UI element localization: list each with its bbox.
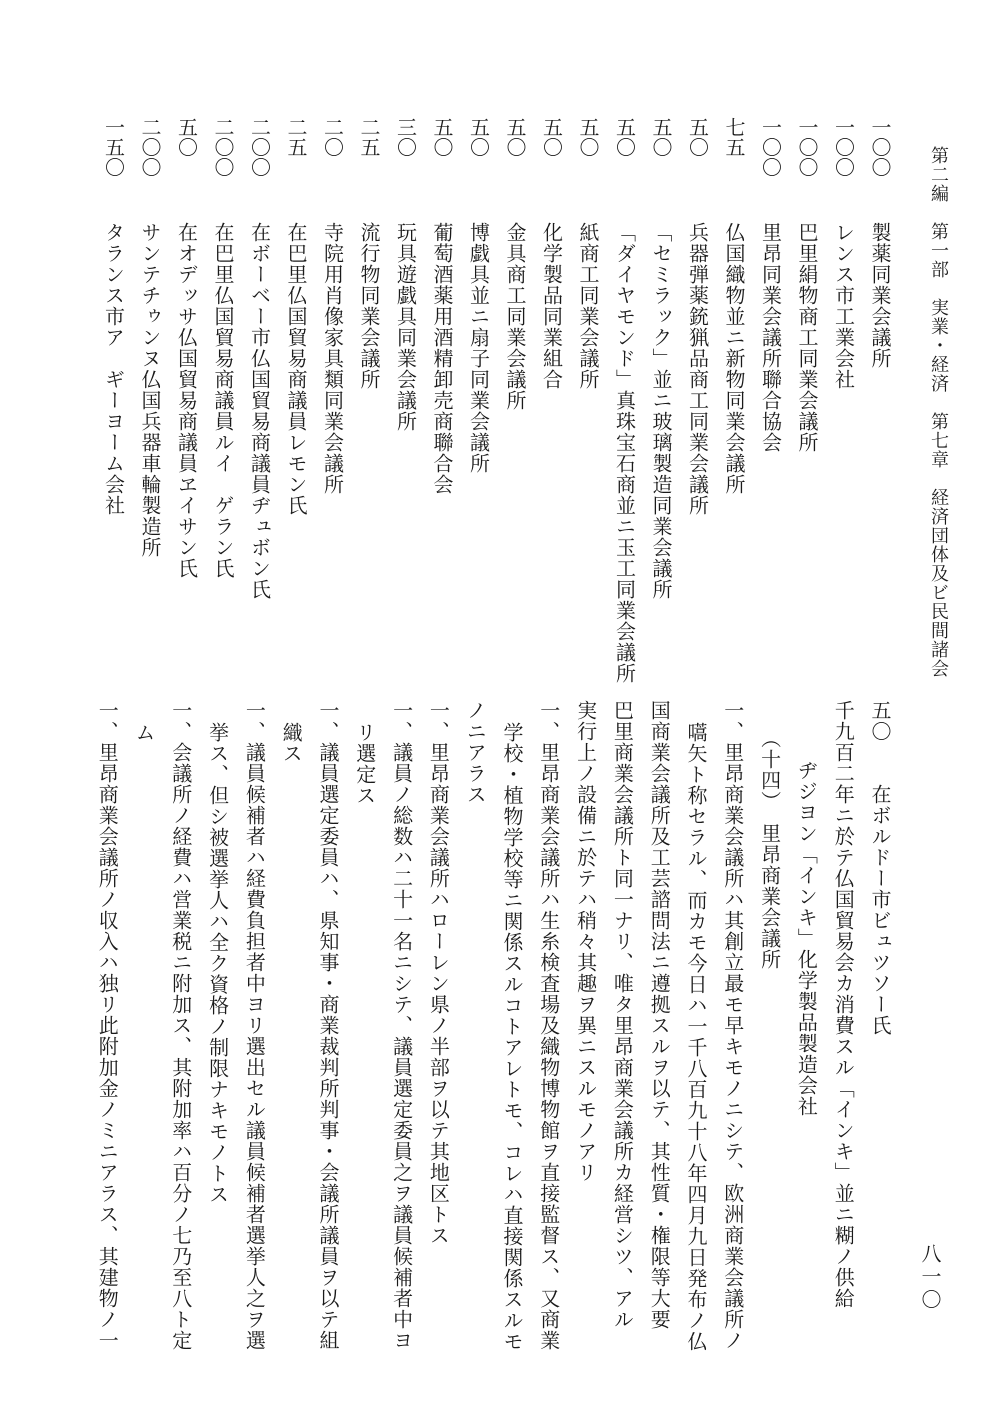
page-header: 第二編 第一部 実業・経済 第七章 経済団体及ビ民間諸会 [928,146,949,678]
entry-line: 五〇 在ボルドー市ビュツソー氏 [868,700,892,1036]
list-name: 製薬同業会議所 [868,222,892,369]
body-line: 挙ス、但シ被選挙人ハ全ク資格ノ制限ナキモノトス [205,722,230,1205]
list-name: 金具商工同業会議所 [503,222,527,411]
list-name: 里昂同業会議所聯合協会 [758,222,783,453]
list-amount: 五〇 [174,117,199,157]
body-line: 嚆矢ト称セラル、而カモ今日ハ一千八百九十八年四月九日発布ノ仏 [684,722,708,1352]
list-amount: 五〇 [466,117,491,157]
list-name: 化学製品同業組合 [539,222,564,390]
body-line: ヂジヨン「インキ」化学製品製造会社 [794,760,819,1117]
list-name: 仏国織物並ニ新物同業会議所 [722,222,746,495]
body-line: ノニアラス [463,700,488,805]
body-line: 一、議員選定委員ハ、県知事・商業裁判所判事・会議所議員ヲ以テ組 [316,700,340,1351]
list-amount: 二五 [284,117,308,157]
list-name: 在巴里仏国貿易商議員レモン氏 [284,222,308,516]
list-name: 兵器弾薬銃猟品商工同業会議所 [685,222,710,516]
list-name: 博戯具並ニ扇子同業会議所 [466,222,491,474]
list-name: 在巴里仏国貿易商議員ルイ ゲラン氏 [211,222,235,579]
body-line: 一、里昂商業会議所ハ生糸検査場及織物博物館ヲ直接監督ス、又商業 [536,700,561,1351]
body-line: ム [132,722,156,743]
body-line: 実行上ノ設備ニ於テハ稍々其趣ヲ異ニスルモノアリ [573,700,598,1183]
list-name: タランス市ア ギーヨーム会社 [101,222,126,516]
list-amount: 一〇〇 [831,117,856,177]
list-amount: 二五 [357,117,381,157]
body-line: 国商業会議所及工芸諮問法ニ遵拠スルヲ以テ、其性質・権限等大要 [647,700,672,1330]
body-line: 一、里昂商業会議所ハ其創立最モ早キモノニシテ、欧洲商業会議所ノ [720,700,745,1351]
list-amount: 二〇〇 [247,117,272,177]
list-amount: 二〇〇 [211,117,235,177]
list-amount: 五〇 [649,117,673,157]
list-name: 玩具遊戯具同業会議所 [393,222,418,432]
list-name: 「ダイヤモンド」真珠宝石商並ニ玉工同業会議所 [612,222,637,684]
list-amount: 一五〇 [101,117,126,177]
list-amount: 五〇 [503,117,527,157]
list-amount: 一〇〇 [868,117,892,177]
list-amount: 五〇 [576,117,600,157]
page-number: 八一〇 [918,1243,942,1312]
list-name: 在ボーベー市仏国貿易商議員ヂュボン氏 [247,222,272,600]
list-amount: 二〇 [320,117,345,157]
body-line: 織ス [279,722,304,764]
list-amount: 五〇 [685,117,710,157]
body-line: 一、会議所ノ経費ハ営業税ニ附加ス、其附加率ハ百分ノ七乃至八ト定 [168,700,193,1351]
body-line: 一、議員候補者ハ経費負担者中ヨリ選出セル議員候補者選挙人之ヲ選 [242,700,267,1351]
list-name: 寺院用肖像家具類同業会議所 [320,222,345,495]
list-amount: 五〇 [612,117,637,157]
list-name: 葡萄酒薬用酒精卸売商聯合会 [430,222,454,495]
list-name: 「セミラック」並ニ玻璃製造同業会議所 [649,222,673,600]
body-line: リ選定ス [352,722,377,806]
body-line: 千九百二年ニ於テ仏国貿易会カ消費スル「インキ」並ニ糊ノ供給 [831,700,856,1309]
list-name: サンテチゥンヌ仏国兵器車輪製造所 [138,222,162,558]
body-line: （十四） 里昂商業会議所 [757,728,782,970]
list-name: 流行物同業会議所 [357,222,381,390]
body-line: 一、議員ノ総数ハ二十一名ニシテ、議員選定委員之ヲ議員候補者中ヨ [389,700,414,1351]
list-name: 巴里絹物商工同業会議所 [795,222,819,453]
list-name: レンス市工業会社 [831,222,856,390]
body-line: 一、里昂商業会議所ハローレン県ノ半部ヲ以テ其地区トス [426,700,451,1246]
list-name: 在オデッサ仏国貿易商議員ヱイサン氏 [174,222,199,579]
list-amount: 七五 [722,117,746,157]
body-line: 巴里商業会議所ト同一ナリ、唯タ里昂商業会議所カ経営シツ、アル [610,700,635,1330]
list-amount: 五〇 [430,117,454,157]
body-line: 一、里昂商業会議所ノ収入ハ独リ此附加金ノミニアラス、其建物ノ一 [95,700,120,1351]
list-name: 紙商工同業会議所 [576,222,600,390]
list-amount: 二〇〇 [138,117,162,177]
list-amount: 三〇 [393,117,418,157]
body-line: 学校・植物学校等ニ関係スルコトアレトモ、コレハ直接関係スルモ [500,722,524,1352]
list-amount: 五〇 [539,117,564,157]
list-amount: 一〇〇 [795,117,819,177]
list-amount: 一〇〇 [758,117,783,177]
